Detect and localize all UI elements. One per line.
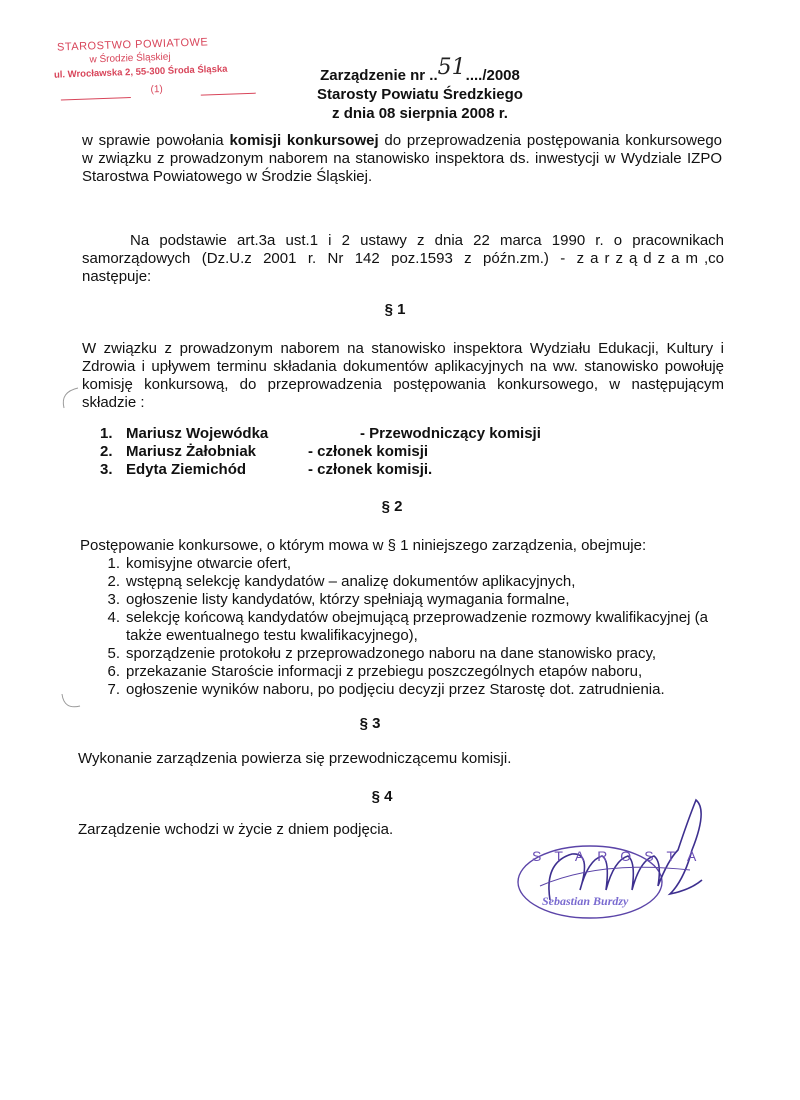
signature-stamp-name: Sebastian Burdzy (542, 894, 629, 908)
header-issuer: Starosty Powiatu Średzkiego (317, 86, 523, 103)
procedure-steps-list (98, 555, 728, 699)
signature-scribble (510, 790, 710, 940)
subject-bold: komisji konkursowej (229, 132, 379, 149)
committee-member (100, 425, 620, 443)
item-number: 6. (107, 663, 120, 680)
punch-hole-mark (58, 690, 82, 718)
section-2-heading: § 2 (381, 498, 403, 515)
item-number: 4. (107, 609, 120, 626)
item-number: 1. (107, 555, 120, 572)
item-number: 2. (107, 573, 120, 590)
document-header (270, 55, 570, 123)
handwritten-number: 51 (437, 55, 466, 80)
item-number: 7. (107, 681, 120, 698)
member-name: Edyta Ziemichód (126, 461, 247, 478)
punch-hole-mark (58, 384, 82, 412)
item-text: ogłoszenie wyników naboru, po podjęciu decyzji przez Starostę dot. zatrudnienia. (126, 681, 665, 698)
office-stamp (49, 34, 271, 112)
member-number: 2. (100, 443, 113, 460)
list-item (98, 663, 728, 681)
committee-member (100, 443, 620, 461)
section-2-intro: Postępowanie konkursowe, o którym mowa w § 1 niniejszego zarządzenia, obejmuje: (80, 537, 647, 554)
stamp-rule (201, 93, 256, 96)
stamp-rule (61, 97, 131, 100)
section-1-heading: § 1 (384, 301, 406, 318)
item-number: 3. (107, 591, 120, 608)
section-1-text: W związku z prowadzonym naborem na stanowisko inspektora Wydziału Edukacji, Kultury i Zdrowia i upływem terminu składania dokumentów aplikacyjnych na ww. stanowisko powołuję komisję konkursową, do przeprowadzenia postępowania konkursowego, w następującym składzie : (82, 340, 724, 411)
list-item (98, 645, 728, 663)
member-role: - Przewodniczący komisji (360, 425, 541, 442)
header-date: z dnia 08 sierpnia 2008 r. (332, 105, 508, 122)
list-item (98, 591, 728, 609)
legal-basis-paragraph (82, 232, 724, 286)
committee-member (100, 461, 620, 479)
committee-members-list (100, 425, 620, 479)
item-text: wstępną selekcję kandydatów – analizę dokumentów aplikacyjnych, (126, 573, 576, 590)
subject-paragraph (82, 132, 722, 186)
list-item (98, 555, 728, 573)
subject-before: w sprawie powołania (82, 132, 230, 149)
header-number-prefix: Zarządzenie nr .. (320, 67, 438, 84)
item-text: selekcję końcową kandydatów obejmującą przeprowadzenie rozmowy kwalifikacyjnej (a także ewentualnego testu kwalifikacyjnego), (126, 609, 708, 644)
member-name: Mariusz Wojewódka (126, 425, 269, 442)
member-role: - członek komisji. (308, 461, 433, 478)
item-text: komisyjne otwarcie ofert, (126, 555, 292, 572)
stamp-line-3: ul. Wrocławska 2, 55-300 Środa Śląska (53, 63, 228, 81)
stamp-line-2: w Środzie Śląskiej (89, 51, 171, 66)
header-number-line (270, 55, 570, 85)
item-text: przekazanie Staroście informacji z przebiegu poszczególnych etapów naboru, (126, 663, 643, 680)
list-item (98, 609, 728, 645)
item-text: sporządzenie protokołu z przeprowadzonego naboru na dane stanowisko pracy, (126, 645, 657, 662)
basis-tail: ,co następuje: (82, 250, 724, 285)
member-number: 3. (100, 461, 113, 478)
item-number: 5. (107, 645, 120, 662)
list-item (98, 573, 728, 591)
subject-after: do przeprowadzenia postępowania konkursowego w związku z prowadzonym naborem na stanowisko inspektora ds. inwestycji w Wydziale IZPO Starostwa Powiatowego w Środzie Śląskiej. (82, 132, 723, 185)
member-role: - członek komisji (308, 443, 429, 460)
basis-spaced-word: zarządzam (576, 250, 704, 267)
item-text: ogłoszenie listy kandydatów, którzy spełniają wymagania formalne, (126, 591, 570, 608)
section-4-text: Zarządzenie wchodzi w życie z dniem podjęcia. (78, 821, 394, 838)
section-4-heading: § 4 (371, 788, 393, 805)
signature-block (510, 790, 710, 940)
header-number-suffix: ..../2008 (465, 67, 520, 84)
stamp-line-1: STAROSTWO POWIATOWE (56, 36, 209, 54)
list-item (98, 681, 728, 699)
section-3-text: Wykonanie zarządzenia powierza się przewodniczącemu komisji. (78, 750, 512, 767)
member-number: 1. (100, 425, 113, 442)
section-3-heading: § 3 (359, 715, 381, 732)
signature-stamp-title: STAROSTA (532, 848, 710, 864)
stamp-line-4: (1) (150, 83, 164, 96)
member-name: Mariusz Żałobniak (126, 443, 257, 460)
basis-text: Na podstawie art.3a ust.1 i 2 ustawy z dnia 22 marca 1990 r. o pracownikach samorządowych (Dz.U.z 2001 r. Nr 142 poz.1593 z późn.zm.) - (82, 232, 724, 267)
